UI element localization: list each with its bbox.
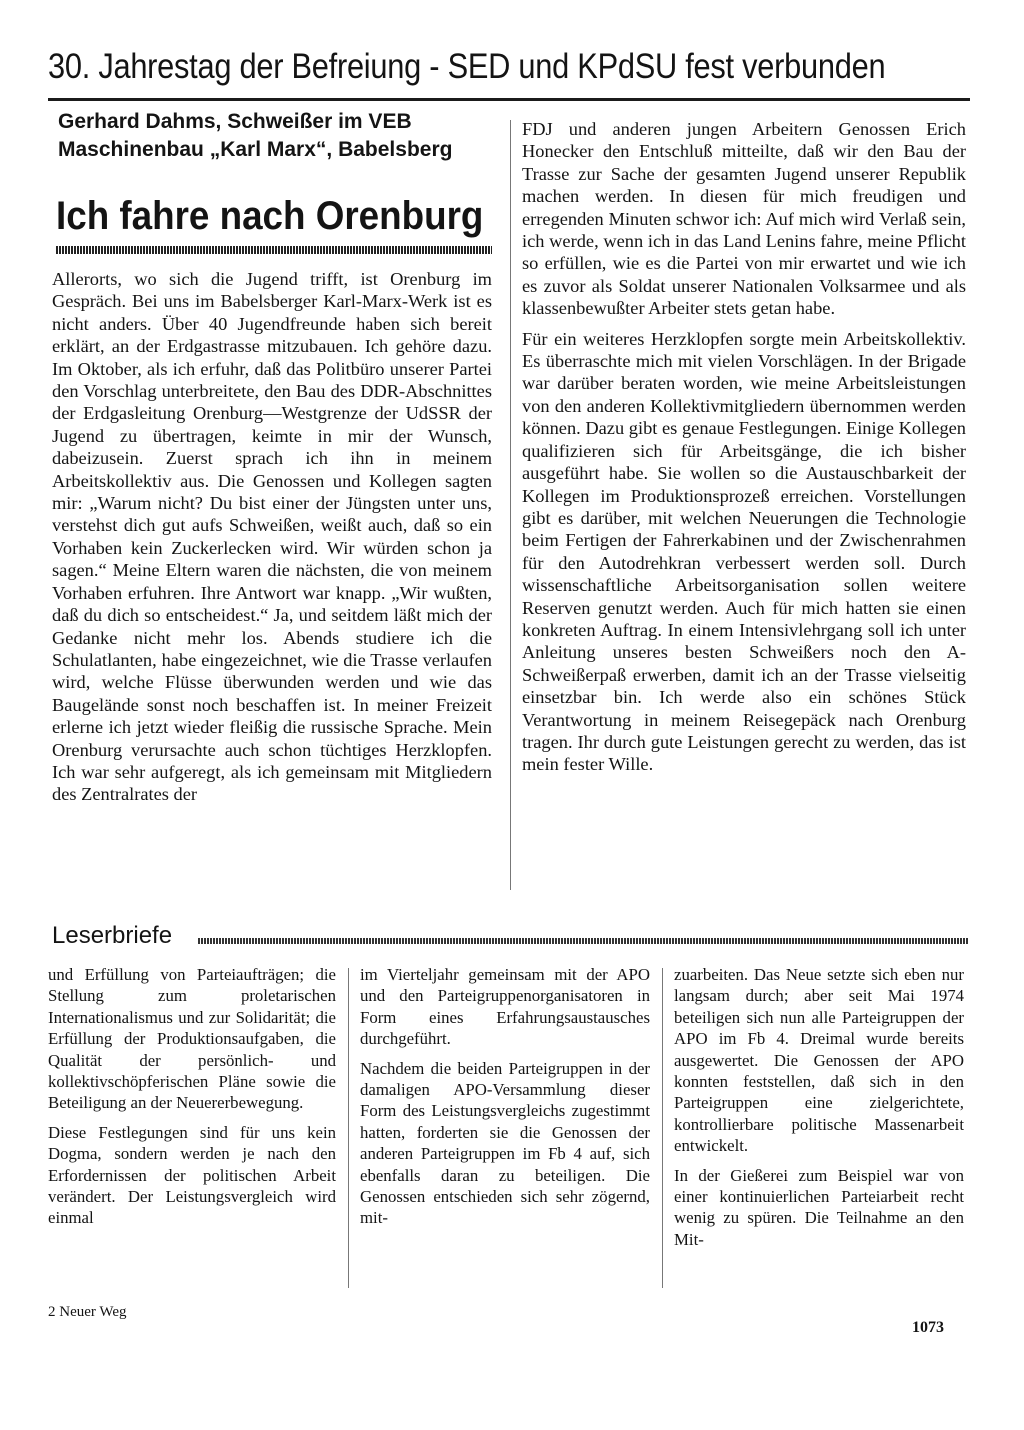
leserbriefe-heading: Leserbriefe [52,922,173,949]
leserbriefe-hatch-rule [198,938,968,944]
article-column-right [522,118,966,784]
column-divider [348,968,349,1288]
article-paragraph: Für ein weiteres Herzklopfen sorgte mein Arbeitskollektiv. Es überraschte mich mit vielen Vorschlägen. In der Brigade war darüber beraten worden, wie meine Arbeitsleistungen von den anderen Kollektivmitgliedern übernommen werden können. Dazu gibt es genaue Festlegungen. Einige Kollegen qualifizieren sich für Arbeitsgänge, die ich bisher ausgeführt habe. Sie wollen so die Austauschbarkeit der Kollegen im Produktionsprozeß erreichen. Vorstellungen gibt es darüber, mit welchen Neuerungen die Technologie beim Fertigen der Fahrerkabinen und der Zwischenrahmen für den Autodrehkran verbessert werden soll. Durch wissenschaftliche Arbeitsorganisation sollen weitere Reserven genutzt werden. Auch für mich hatten sie einen konkreten Auftrag. In einem Intensivlehrgang soll ich unter Anleitung unseres besten Schweißers noch den A-Schweißerpaß erwerben, damit ich an der Trasse vielseitig einsetzbar bin. Ich werde also ein schönes Stück Verantwortung in meinem Reisegepäck nach Orenburg tragen. Ihr durch gute Leistungen gerecht zu werden, das ist mein fester Wille. [522,328,966,775]
page-number: 1073 [912,1319,944,1336]
article-title: Ich fahre nach Orenburg [56,194,484,238]
page-header-title: 30. Jahrestag der Befreiung - SED und KPdSU fest verbunden [48,47,886,86]
column-divider [510,120,511,890]
title-hatch-rule [56,246,492,254]
article-byline: Gerhard Dahms, Schweißer im VEB Maschinenbau „Karl Marx“, Babelsberg [58,110,453,161]
article-paragraph: FDJ und anderen jungen Arbeitern Genossen Erich Honecker den Entschluß mitteilte, daß wir den Bau der Trasse zur Sache der gesamten Jugend unserer Republik machen werden. In diesen für mich freudigen und erregenden Minuten schwor ich: Auf mich wird Verlaß sein, ich werde, wenn ich in das Land Lenins fahre, meine Pflicht so erfüllen, wie es die Partei von mir erwartet und wie ich es zuvor als Soldat unserer Nationalen Volksarmee und als klassenbewußter Arbeiter stets getan habe. [522,119,966,319]
leserbriefe-column-1 [48,964,336,1237]
footer-source: 2 Neuer Weg [48,1304,127,1320]
letter-paragraph: zuarbeiten. Das Neue setzte sich eben nur langsam durch; aber seit Mai 1974 beteiligen sich nun alle Parteigruppen der APO im Fb 4. Dreimal wurde bereits ausgewertet. Die Genossen der APO konnten feststellen, daß sich in den Parteigruppen eine zielgerichtete, kontrollierbare politische Massenarbeit entwickelt. [674,965,964,1156]
header-rule [48,98,970,101]
letter-paragraph: und Erfüllung von Parteiaufträgen; die Stellung zum proletarischen Internationalismus und zur Solidarität; die Erfüllung der Produktionsaufgaben, die Qualität der persönlich- und kollektivschöpferischen Pläne sowie die Beteiligung an der Neuererbewegung. [48,965,336,1113]
letter-paragraph: im Vierteljahr gemeinsam mit der APO und den Parteigruppenorganisatoren in Form eines Erfahrungsaustausches durchgeführt. [360,965,650,1049]
article-column-left [52,268,492,814]
letter-paragraph: In der Gießerei zum Beispiel war von einer kontinuierlichen Parteiarbeit recht wenig zu spüren. Die Teilnahme an den Mit- [674,1165,964,1249]
leserbriefe-header [48,920,970,952]
article-paragraph: Allerorts, wo sich die Jugend trifft, ist Orenburg im Gespräch. Bei uns im Babelsberger Karl-Marx-Werk ist es nicht anders. Über 40 Jugendfreunde haben sich bereit erklärt, an der Erdgastrasse mitzubauen. Ich gehöre dazu. Im Oktober, als ich erfuhr, daß das Politbüro unserer Partei den Vorschlag unterbreitete, den Bau des DDR-Abschnittes der Erdgasleitung Orenburg—Westgrenze der UdSSR der Jugend zu übertragen, keimte in mir der Wunsch, dabeizusein. Zuerst sprach ich ihn in meinem Arbeitskollektiv aus. Die Genossen und Kollegen sagten mir: „Warum nicht? Du bist einer der Jüngsten unter uns, verstehst dich gut aufs Schweißen, weißt auch, daß so ein Vorhaben kein Zuckerlecken wird. Wir würden schon ja sagen.“ Meine Eltern waren die nächsten, die von meinem Vorhaben erfuhren. Ihre Antwort war knapp. „Wir wußten, daß du dich so entscheidest.“ Ja, und seitdem läßt mich der Gedanke nicht mehr los. Abends studiere ich die Schulatlanten, habe eingezeichnet, wie die Trasse verlaufen wird, welche Flüsse überwunden werden und wie das Baugelände sonst noch beschaffen ist. In meiner Freizeit erlerne ich jetzt wieder fleißig die russische Sprache. Mein Orenburg verursachte auch schon tüchtiges Herzklopfen. Ich war sehr aufgeregt, als ich gemeinsam mit Mitgliedern des Zentralrates der [52,269,492,805]
leserbriefe-column-3 [674,964,964,1258]
letter-paragraph: Nachdem die beiden Parteigruppen in der damaligen APO-Versammlung dieser Form des Leistungsvergleichs zugestimmt hatten, forderten sie die Genossen der anderen Parteigruppen im Fb 4 auf, sich ebenfalls daran zu beteiligen. Die Genossen entschieden sich sehr zögernd, mit- [360,1058,650,1228]
column-divider [662,968,663,1288]
leserbriefe-column-2 [360,964,650,1237]
letter-paragraph: Diese Festlegungen sind für uns kein Dogma, sondern werden je nach den Erfordernissen der politischen Arbeit verändert. Der Leistungsvergleich wird einmal [48,1122,336,1228]
